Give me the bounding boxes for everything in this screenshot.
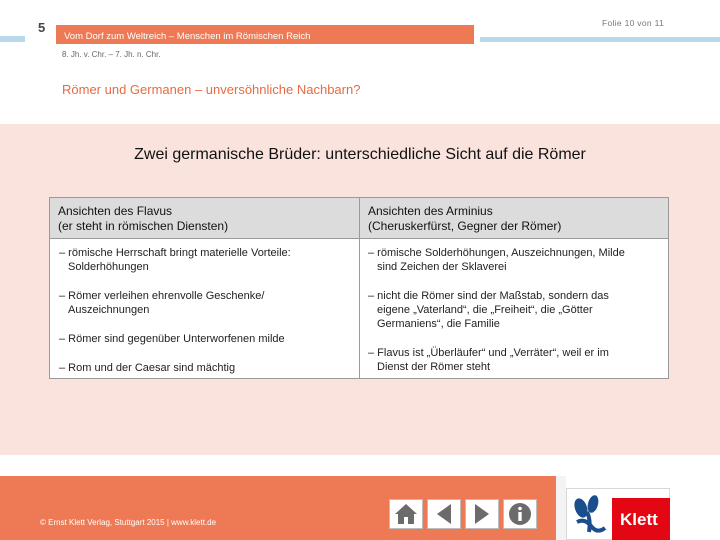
left-header-subtitle: (er steht in römischen Diensten) bbox=[58, 219, 229, 233]
list-item: – Römer sind gegenüber Unterworfenen milde bbox=[59, 333, 285, 345]
klett-logo-mark-icon bbox=[571, 494, 611, 536]
slide-title: Römer und Germanen – unversöhnliche Nachbarn? bbox=[62, 82, 361, 97]
home-button[interactable] bbox=[389, 499, 423, 529]
list-item: – Flavus ist „Überläufer“ und „Verräter“, weil er im Dienst der Römer steht bbox=[368, 347, 609, 373]
list-item: – Römer verleihen ehrenvolle Geschenke/ Auszeichnungen bbox=[59, 290, 265, 316]
column-divider bbox=[359, 239, 360, 379]
left-column-header bbox=[50, 198, 360, 239]
list-item: – Rom und der Caesar sind mächtig bbox=[59, 362, 236, 374]
list-item: – nicht die Römer sind der Maßstab, sondern das eigene „Vaterland“, die „Freiheit“, die „Götter Germaniens“, die Familie bbox=[368, 290, 609, 330]
header-accent-right bbox=[480, 37, 720, 42]
list-item: – römische Solderhöhungen, Auszeichnungen, Milde sind Zeichen der Sklaverei bbox=[368, 247, 625, 273]
chapter-number: 5 bbox=[38, 20, 46, 35]
next-button[interactable] bbox=[465, 499, 499, 529]
copyright-text: © Ernst Klett Verlag, Stuttgart 2015 | www.klett.de bbox=[40, 518, 217, 527]
right-header-subtitle: (Cheruskerfürst, Gegner der Römer) bbox=[368, 219, 562, 233]
left-header-title: Ansichten des Flavus bbox=[58, 204, 173, 218]
content-heading: Zwei germanische Brüder: unterschiedliche Sicht auf die Römer bbox=[134, 146, 586, 163]
previous-button[interactable] bbox=[427, 499, 461, 529]
info-icon bbox=[508, 502, 532, 526]
info-button[interactable] bbox=[503, 499, 537, 529]
slide-counter: Folie 10 von 11 bbox=[602, 18, 664, 28]
list-item: – römische Herrschaft bringt materielle Vorteile: Solderhöhungen bbox=[59, 247, 291, 273]
chapter-title: Vom Dorf zum Weltreich – Menschen im Römischen Reich bbox=[64, 31, 311, 42]
footer-divider-strip bbox=[556, 476, 566, 540]
next-icon bbox=[472, 503, 492, 525]
right-header-title: Ansichten des Arminius bbox=[368, 204, 493, 218]
header-accent-left bbox=[0, 36, 25, 42]
home-icon bbox=[394, 503, 418, 525]
previous-icon bbox=[434, 503, 454, 525]
period-label: 8. Jh. v. Chr. – 7. Jh. n. Chr. bbox=[62, 50, 161, 59]
right-column-header bbox=[360, 198, 668, 239]
comparison-table bbox=[49, 197, 669, 379]
klett-logo-text: Klett bbox=[620, 510, 658, 529]
